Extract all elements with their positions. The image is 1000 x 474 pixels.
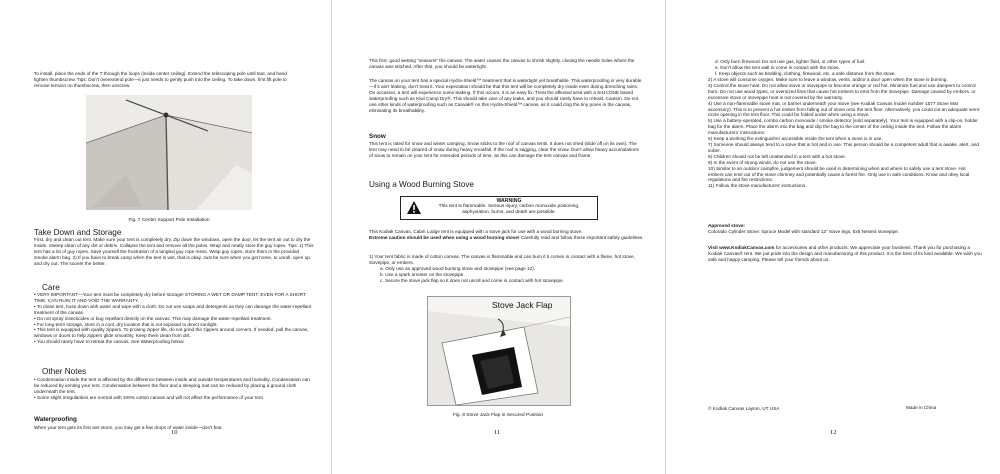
stove-safety-item: 5) Use a battery-operated, combo carbon monoxide / smoke detector (sold separately). Your tent is equipped with a clip-on, holder bag for the alarm. Place the alarm into the bag and clip the bag to the center of the ceiling inside the tent. Follow the alarm manufacturers' instructions. — [708, 118, 978, 136]
stove-safety-item: 7) Someone should always tend to a stove that is hot and in use. This person should be a competent adult that is awake, alert, and sober. — [708, 141, 979, 153]
approved-stove-heading: Approved stove: — [708, 223, 745, 228]
care-item: • You should rarely have to retreat the canvas. See Waterproofing below. — [34, 339, 185, 345]
waterproofing-heading: Waterproofing — [34, 416, 77, 423]
stove-safety-item: 8) Children should not be left unattended in a tent with a hot stove. — [708, 153, 846, 159]
stove-caution: Extreme caution should be used when using a wood burning stove! — [369, 234, 520, 240]
visit-website-text — [708, 245, 982, 263]
stove-subitem: c. Secure the stove jack flap so it does not unroll and come in contact with hot stovepipe. — [380, 277, 564, 283]
warning-text: This tent is flammable. Serious injury, carbon monoxide poisoning, asphyxiation, burns, and death are possible. — [438, 204, 580, 215]
stove-subitem: f. Keep objects such as bedding, clothing, firewood, etc. a safe distance from the stove. — [715, 70, 896, 76]
approved-stove — [708, 223, 982, 235]
stove-safety-item: 9) In the event of strong winds, do not use the stove. — [708, 159, 817, 165]
other-notes-heading: Other Notes — [42, 367, 87, 376]
other-notes-item: • Some slight irregularities are normal with 100% cotton canvas and will not affect the performance of your tent. — [34, 394, 265, 400]
snow-body: This tent is rated for snow and winter camping. Snow sticks to the roof of canvas tents. It does not shed (slide off on its own). The tent may need to be cleared of snow during heavy snowfall. If the roof is sagging, clear the snow. Don't allow heavy accumulations of snow to remain on your tent for extended periods of time, as this can damage the tent canvas and frame. — [369, 141, 639, 158]
hydra-shield-text: The canvas on your tent has a special Hydra-Shield™ treatment that is watertight yet breathable. This waterproofing is very durable—if it ain't leaking, don't treat it. Your expectation should be that this tent will be completely dry inside even during drenching rains. On occasion, a tent will experience some leaking. If this occurs, it is an easy fix. Treat the affected area with a SILICONE based waterproofing such as Kiwi Camp Dry®. This should take care of any leaks, and you should rarely have to retreat. Caution. Do not use other kinds of waterproofing such as Canvak® on this Hydra-Shield™ canvas, as it could clog the tiny pores in the canvas, eliminating its breathability. — [369, 78, 642, 113]
stove-jack-figure — [427, 296, 571, 406]
care-item: • This tent is equipped with quality zippers. To prolong zipper life, do not grind the zippers around corners. If needed, pull the canvas, windows or doors to help zippers glide smoothly. Keep them clean from dirt. — [34, 327, 309, 339]
care-item: • To clean tent, hose down with water and wipe with a cloth. Do not use soaps and detergents as they can damage the water-repellant treatment of the canvas. — [34, 303, 312, 315]
care-item: • Do not spray insecticides or bug repellant directly on the canvas. This may damage the water-repellant treatment. — [34, 315, 272, 321]
seasoning-text: This first, good wetting "seasons" the canvas. The water causes the canvas to shrink slightly, closing the needle holes where the canvas was stitched. After that, you should be watertight. — [369, 58, 635, 69]
waterproofing-body: When your tent gets its first wet storm, you may get a few drops of water inside—don't fear. — [34, 425, 223, 430]
stove-subitems-continued — [715, 59, 981, 77]
page-11 — [332, 0, 664, 474]
care-item: • For long-term storage, store in a cool, dry location that is not exposed to direct sunlight. — [34, 321, 218, 327]
stove-safety-item: 6) Keep a working fire extinguisher accessible inside the tent when a stove is in use. — [708, 136, 883, 142]
wood-stove-heading: Using a Wood Burning Stove — [369, 180, 474, 189]
thank-you-text: for accessories and other products. We appreciate your business. Thank you for purchasing a Kodiak Canvas® tent. We put pride into the design and manufacturing of this product. It is the best of its kind available. We wish you safe and happy camping. Please tell your friends about us. — [708, 245, 982, 262]
stove-jack-flap-label: Stove Jack Flap — [492, 300, 553, 310]
copyright-footer: © Kodiak Canvas Layton, UT USA — [708, 406, 780, 411]
take-down-heading: Take Down and Storage — [34, 228, 122, 237]
figure-7-caption: Fig. 7 Center Support Pole Installation — [128, 217, 210, 223]
page-number: 10 — [171, 429, 178, 436]
center-support-pole-figure — [86, 95, 252, 210]
care-item: • VERY IMPORTANT—Your tent must be completely dry before storage! STORING A WET OR DAMP TENT, EVEN FOR A SHORT TIME, CAN RUIN IT AND VOID THE WARRANTY. — [34, 292, 306, 303]
stove-safety-list — [708, 77, 982, 189]
care-heading: Care — [42, 283, 60, 292]
stove-jack-illustration — [428, 297, 570, 405]
warning-triangle-icon — [406, 200, 422, 215]
stove-safety-item: 11) Follow the stove manufactures' instructions. — [708, 183, 807, 189]
website-link[interactable]: Visit www.KodiakCanvas.com — [708, 245, 775, 250]
take-down-body: First, dry and clean out tent. Make sure your tent is completely dry. Zip down the windows, open the door, let the tent air out to dry the inside. Sweep clean of any dirt or debris. Collapse the tent and remove all the poles. Wrap and neatly store the guy ropes. Tips: 1) This tent has a lot of guy ropes. Save yourself the frustration of a tangled guy rope mess. Wrap guy ropes, store them in the provided smoke alarm bag. 2) If you have to break camp when the tent is wet, that is okay. Just be sure when you get home, to unroll, open up, and dry out. The sooner the better. — [34, 237, 314, 266]
made-in-footer: Made in China — [906, 405, 937, 410]
stove-safety-item: 10) Similar to an outdoor campfire, judgement should be used in determining when and where to safely use a tent stove. Hot embers can emit out of the stove chimney and potentially cause a forest fire. Only use in safe conditions. Know and obey local regulations and fire restrictions. — [708, 165, 970, 183]
figure-8-caption: Fig. 8 Stove Jack Flap in Secured Position — [452, 412, 544, 418]
stove-intro-text: This Kodiak Canvas, Cabin Lodge tent is equipped with a stove jack for use with a wood burning stove. — [369, 229, 583, 234]
stove-subitem: b. Use a spark arrester on the stovepipe. — [380, 271, 465, 277]
page-12 — [666, 0, 1000, 474]
stove-safety-item: 2) A stove will consume oxygen. Make sure to leave a window, vents, and/or a door open when the stove is burning. — [708, 77, 948, 82]
other-notes-list — [34, 377, 314, 401]
approved-stove-text: Colorado Cylinder Stove: Spruce Model with standard 12" stove legs, 5x6 Nested stovepipe. — [708, 228, 900, 234]
pole-install-text: To install, place the ends of the T through the loops (inside center ceiling). Extend the telescoping pole until taut, and hand tighten thumbscrew. Tips: Don't overextend pole—it just needs to gently push into the ceiling. To take down, first lift pole to remove tension on thumbscrew, then unscrew — [34, 71, 287, 88]
stove-intro — [369, 229, 645, 241]
snow-heading: Snow — [369, 133, 386, 140]
other-notes-item: • Condensation inside the tent is affected by the difference between inside and outside temperatures and humidity. Condensation can be reduced by venting your tent. Condensation between the floor and a sleeping mat can be reduced by placing a ground cloth underneath the tent. — [34, 377, 310, 394]
stove-safety-item: 3) Control the stove heat. Do not allow stove or stovepipe to become orange or red hot. Minimize fuel and use dampers to control burn. Do not use wood types, or oversized fires that cause hot embers to emit from the stovepipe. Damage caused by embers, or excessive stove or stovepipe heat is not covered by the warranty. — [708, 82, 976, 100]
stove-subitem: d. Only burn firewood. Do not use gas, lighter fluid, or other types of fuel. — [715, 59, 866, 64]
care-list — [34, 292, 314, 345]
warning-label: WARNING — [496, 198, 522, 204]
page-10 — [0, 0, 330, 474]
stove-rule-1-subitems — [380, 266, 642, 284]
stove-guidelines-text: Carefully read and follow these important safety guidelines. — [519, 234, 644, 240]
stove-rule-1: 1) Your tent fabric is made of cotton canvas. The canvas is flammable and can burn if it comes in contact with a flame, hot stove, stovepipe, or embers. — [369, 254, 635, 265]
page-number: 12 — [830, 429, 837, 436]
stove-safety-item: 4) Use a non-flammable stove mat, or barrier underneath your stove (see Kodiak Canvas model number 1577 Stove Mat accessory). This is to prevent a hot ember from falling out of stove onto the tent floor. Alternatively, you could cut an adequate semi-circle opening in the tent floor. This could be folded under when using a stove. — [708, 100, 981, 118]
stove-subitem: e. Don't allow the tent wall to come in contact with the stove. — [715, 64, 840, 70]
warning-box — [400, 196, 598, 220]
stove-subitem: a. Only use an approved wood burning stove and stovepipe (see page 12). — [380, 266, 536, 271]
page-number: 11 — [494, 429, 501, 436]
